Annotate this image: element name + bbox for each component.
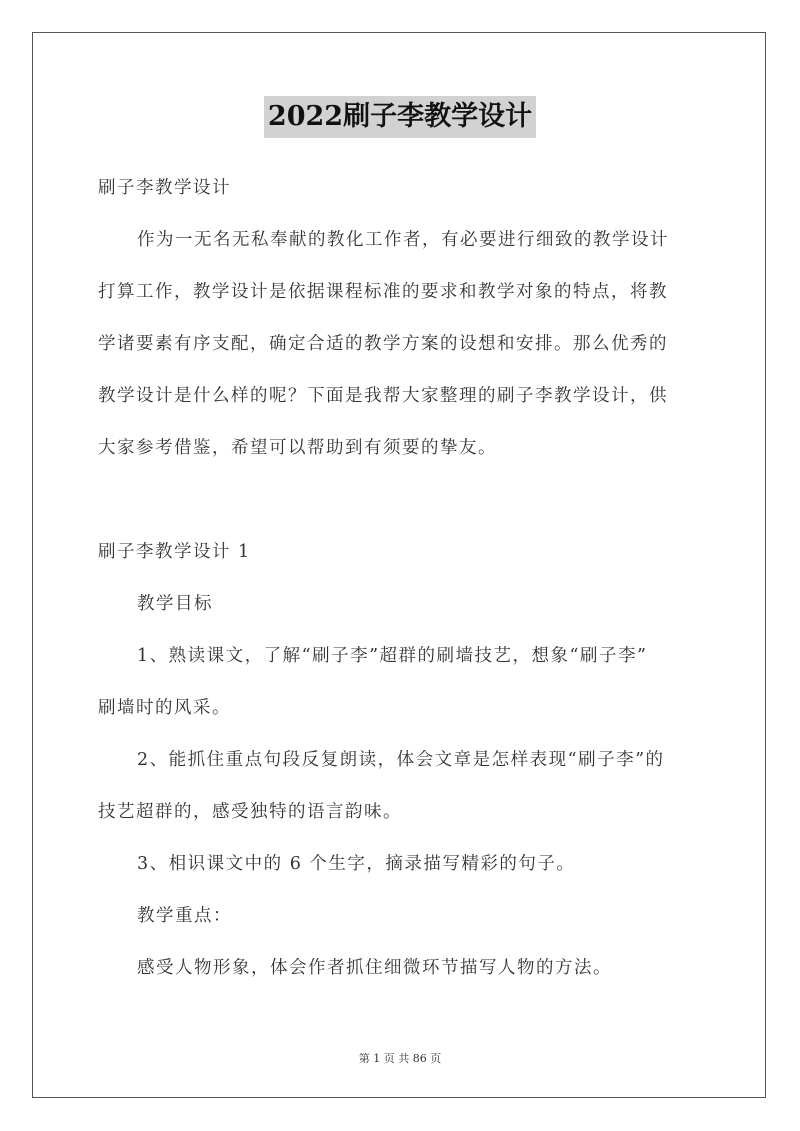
goal-line: 刷墙时的风采。: [98, 698, 231, 718]
focus-label: 教学重点：: [137, 906, 232, 926]
section-heading: 刷子李教学设计 1: [98, 542, 251, 562]
goal-line: 2、能抓住重点句段反复朗读，体会文章是怎样表现“刷子李”的: [137, 750, 665, 770]
intro-line: 大家参考借鉴，希望可以帮助到有须要的挚友。: [98, 438, 497, 458]
title-wrap: [0, 96, 800, 138]
intro-line: 作为一无名无私奉献的教化工作者，有必要进行细致的教学设计: [137, 230, 669, 250]
page-footer: 第 1 页 共 86 页: [358, 1052, 442, 1065]
goals-label: 教学目标: [137, 594, 213, 614]
intro-line: 学诸要素有序支配，确定合适的教学方案的设想和安排。那么优秀的: [98, 334, 668, 354]
document-heading: 刷子李教学设计: [98, 178, 231, 198]
document-title: 2022刷子李教学设计: [264, 96, 536, 138]
goal-line: 技艺超群的，感受独特的语言韵味。: [98, 802, 402, 822]
goal-line: 3、相识课文中的 6 个生字，摘录描写精彩的句子。: [137, 854, 576, 874]
focus-text: 感受人物形象，体会作者抓住细微环节描写人物的方法。: [137, 958, 612, 978]
intro-line: 打算工作，教学设计是依据课程标准的要求和教学对象的特点，将教: [98, 282, 668, 302]
intro-line: 教学设计是什么样的呢？下面是我帮大家整理的刷子李教学设计，供: [98, 386, 668, 406]
goal-line: 1、熟读课文，了解“刷子李”超群的刷墙技艺，想象“刷子李”: [137, 646, 648, 666]
